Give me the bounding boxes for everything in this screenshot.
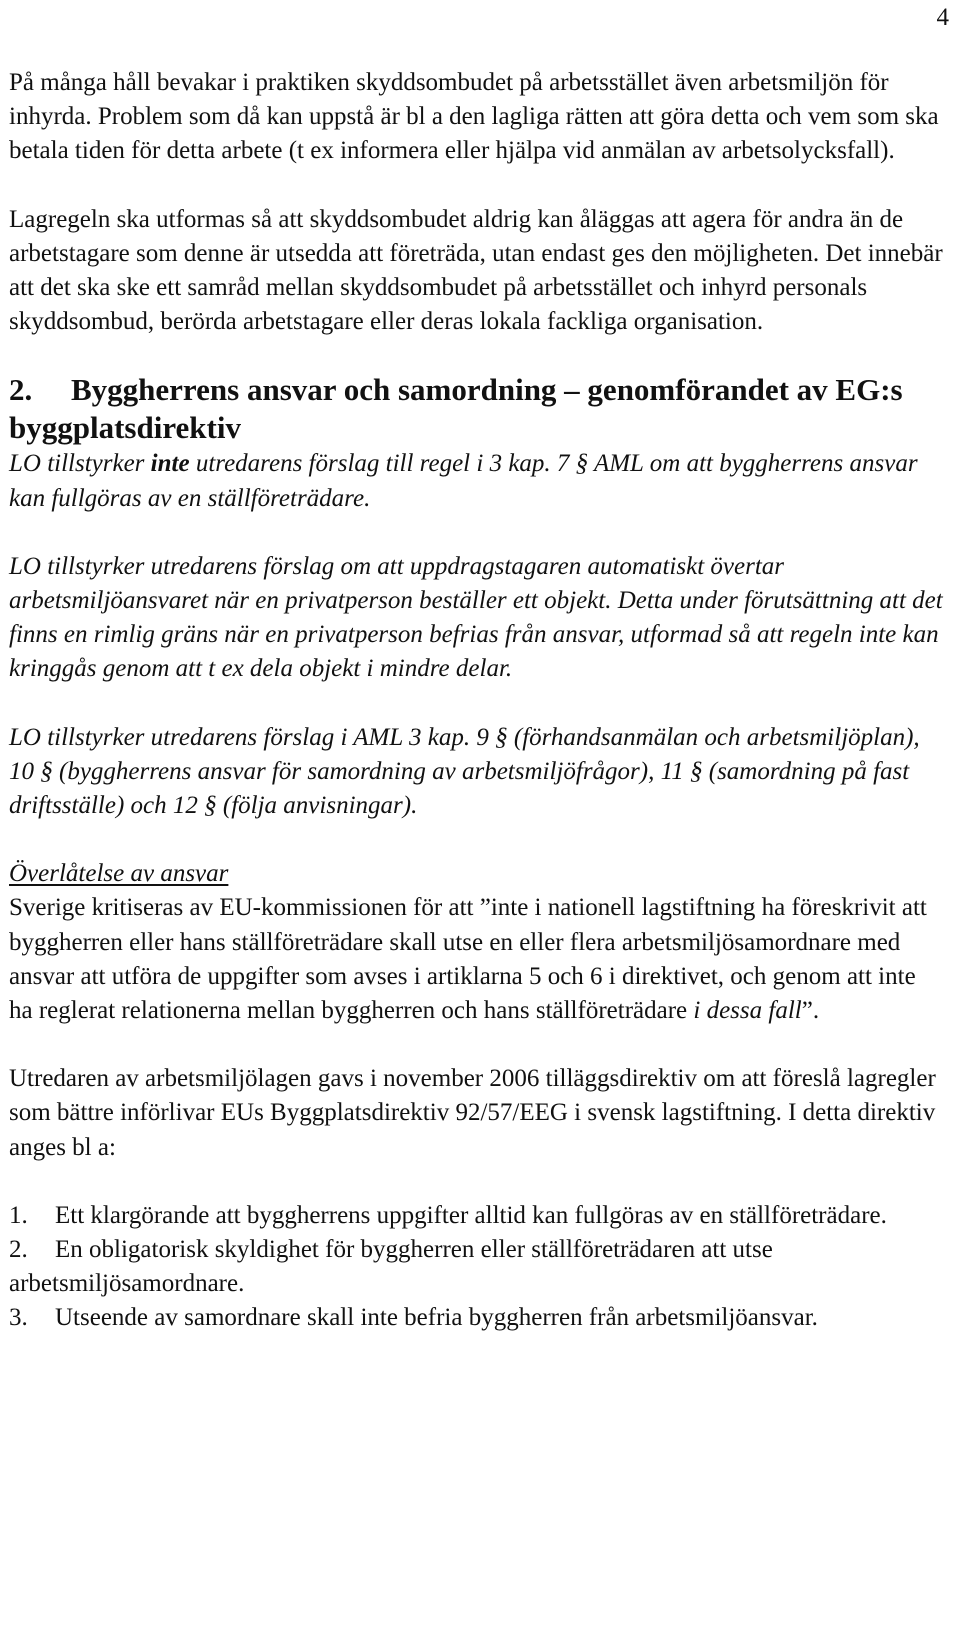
paragraph-aml-forslag: LO tillstyrker utredarens förslag i AML 3 kap. 9 § (förhandsanmälan och arbetsmiljöplan), 10 § (byggherrens ansvar för samordning av arbetsmiljöfrågor), 11 § (samordning på fast driftsställe) och 12 § (följa anvisningar).	[9, 723, 920, 820]
section-title: Byggherrens ansvar och samordning – genomförandet av EG:s byggplatsdirektiv	[9, 372, 903, 446]
paragraph-eu-kritik	[9, 891, 944, 1028]
document-body	[9, 66, 944, 1336]
section-heading	[9, 371, 944, 447]
paragraph-tillaggsdirektiv: Utredaren av arbetsmiljölagen gavs i november 2006 tilläggsdirektiv om att föreslå lagregler som bättre införlivar EUs Byggplatsdirektiv 92/57/EEG i svensk lagstiftning. I detta direktiv anges bl a:	[9, 1065, 936, 1161]
eu-quote-italic: i dessa fall	[693, 997, 802, 1025]
document-page	[9, 0, 949, 1643]
lo-statement-end: utredarens förslag till regel i 3 kap. 7 § AML om att byggherrens ansvar kan fullgöras av en ställföreträdare.	[9, 450, 918, 512]
eu-quote-end: ”.	[801, 997, 820, 1025]
list-item-text: Utseende av samordnare skall inte befria byggherren från arbetsmiljöansvar.	[55, 1304, 818, 1332]
lo-statement-start: LO tillstyrker	[9, 450, 151, 478]
eu-quote-main: Sverige kritiseras av EU-kommissionen för att ”inte i nationell lagstiftning ha föreskrivit att byggherren eller hans ställföreträdare skall utse en eller flera arbetsmiljösamordnare med ansvar att utföra de uppgifter som avses i artiklarna 5 och 6 i direktivet, och genom att inte ha reglerat relationerna mellan byggherren och hans ställföreträdare	[9, 894, 927, 1025]
subheading-overlatelse: Överlåtelse av ansvar	[9, 860, 229, 888]
list-marker: 3.	[9, 1304, 28, 1332]
section-number: 2.	[9, 372, 33, 408]
list-item-text: Ett klargörande att byggherrens uppgifter alltid kan fullgöras av en ställföreträdare.	[55, 1201, 887, 1229]
directive-list	[9, 1199, 944, 1336]
list-item	[9, 1199, 944, 1233]
list-item	[9, 1301, 944, 1335]
paragraph-lagregeln: Lagregeln ska utformas så att skyddsombudet aldrig kan åläggas att agera för andra än de arbetstagare som denne är utsedda att företräda, utan endast ges den möjligheten. Det innebär att det ska ske ett samråd mellan skyddsombudet på arbetsstället och inhyrd personals skyddsombud, berörda arbetstagare eller deras lokala fackliga organisation.	[9, 205, 943, 336]
page-number: 4	[936, 4, 949, 31]
paragraph-stallforetradare	[9, 447, 944, 515]
paragraph-inhyrda: På många håll bevakar i praktiken skyddsombudet på arbetsstället även arbetsmiljön för inhyrda. Problem som då kan uppstå är bl a den lagliga rätten att göra detta och vem som ska betala tiden för detta arbete (t ex informera eller hjälpa vid anmälan av arbetsolycksfall).	[9, 69, 939, 165]
emphasis-inte: inte	[150, 450, 190, 478]
list-marker: 1.	[9, 1201, 28, 1229]
list-item-text: En obligatorisk skyldighet för byggherren eller ställföreträdaren att utse arbetsmiljösamordnare.	[9, 1236, 773, 1298]
list-marker: 2.	[9, 1236, 28, 1264]
list-item	[9, 1233, 944, 1301]
paragraph-uppdragstagaren: LO tillstyrker utredarens förslag om att uppdragstagaren automatiskt övertar arbetsmiljöansvaret när en privatperson beställer ett objekt. Detta under förutsättning att det finns en rimlig gräns när en privatperson befrias från ansvar, utformad så att regeln inte kan kringgås genom att t ex dela objekt i mindre delar.	[9, 552, 943, 683]
